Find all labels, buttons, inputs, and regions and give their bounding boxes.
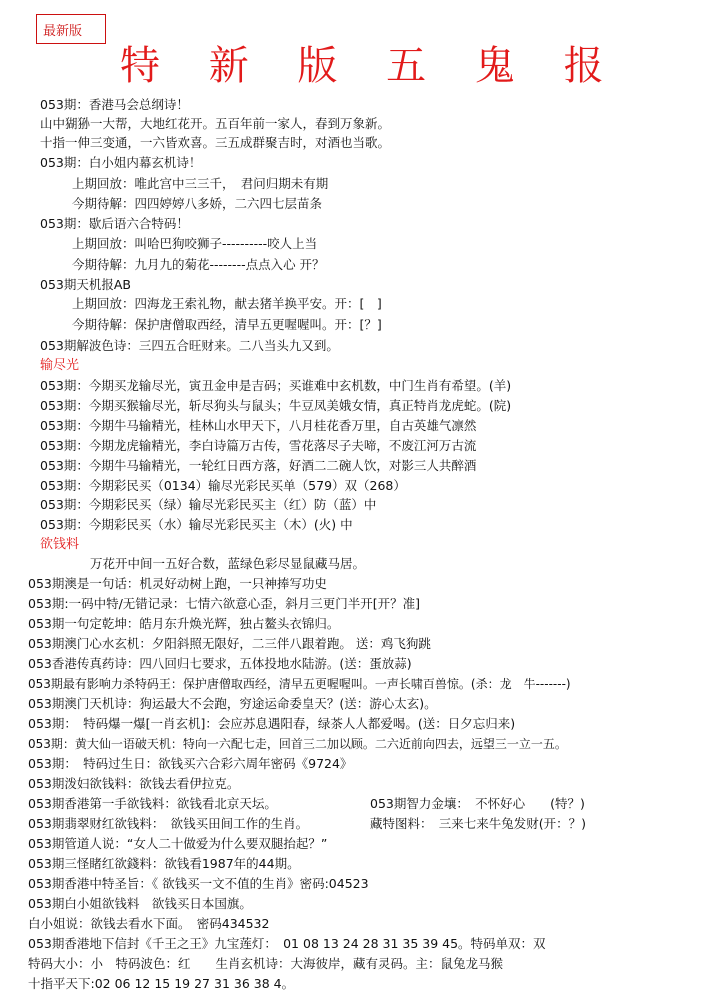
latest-edition-badge: 最新版 xyxy=(36,14,106,44)
text-line: 053期智力金壤： 不怀好心 (特？) xyxy=(370,796,585,811)
text-line: 山中猢狲一大帮，大地红花开。五百年前一家人，春到万象新。 xyxy=(40,116,391,131)
text-line: 053香港传真药诗：四八回归七要求，五体投地水陆游。(送：蛋放蒜) xyxy=(28,656,412,671)
page-title: 特 新 版 五 鬼 报 xyxy=(120,43,622,89)
text-line: 053期：香港马会总纲诗！ xyxy=(40,97,189,112)
section-heading: 输尽光 xyxy=(40,358,80,373)
text-line: 053期天机报AB xyxy=(40,277,131,292)
text-line: 今期待解：四四婷婷八多娇，二六四七层苗条 xyxy=(72,196,323,211)
text-line: 今期待解：九月九的菊花--------点点入心 开？ xyxy=(72,257,325,272)
text-line: 053期： 特码爆一爆[一肖玄机]：会应苏息遇阳春，绿茶人人都爱喝。(送：日夕忘归来) xyxy=(28,716,516,731)
text-line: 053期解波色诗：三四五合旺财来。二八当头九又到。 xyxy=(40,338,339,353)
text-line: 十指平天下:02 06 12 15 19 27 31 36 38 4。 xyxy=(28,976,295,991)
text-line: 053期： 特码过生日：欲钱买六合彩六周年密码《9724》 xyxy=(28,756,353,771)
text-line: 上期回放：叫哈巴狗咬狮子----------咬人上当 xyxy=(72,236,318,251)
text-line: 十指一伸三变通，一六皆欢喜。三五成群聚吉时，对酒也当歌。 xyxy=(40,135,391,150)
text-line: 053期：今期龙虎输精光，李白诗篇万古传，雪花落尽子夫啼，不废江河万古流 xyxy=(40,438,477,453)
text-line: 053期：白小姐内幕玄机诗！ xyxy=(40,155,202,170)
text-line: 053期香港第一手欲钱料：欲钱看北京天坛。 xyxy=(28,796,277,811)
text-line: 053期香港地下信封《千王之王》九宝莲灯： 01 08 13 24 28 31 35 39 45。特码单双：双 xyxy=(28,936,546,951)
text-line: 白小姐说：欲钱去看水下面。 密码434532 xyxy=(28,916,270,931)
text-line: 万花开中间一五好合数，蓝绿色彩尽显鼠藏马居。 xyxy=(90,556,366,571)
text-line: 053期：今期牛马输精光，桂林山水甲天下，八月桂花香万里，自古英雄气凛然 xyxy=(40,418,477,433)
text-line: 053期一句定乾坤：皓月东升焕光辉，独占鳌头衣锦归。 xyxy=(28,616,340,631)
text-line: 053期：今期彩民买（绿）输尽光彩民买主（红）防（蓝）中 xyxy=(40,497,377,512)
text-line: 053期管道人说：“女人二十做爱为什么要双腿抬起？” xyxy=(28,836,328,851)
text-line: 特码大小：小 特码波色：红 生肖玄机诗：大海彼岸，藏有灵码。主：鼠兔龙马猴 xyxy=(28,956,504,971)
text-line: 上期回放：唯此宫中三三千， 君问归期未有期 xyxy=(72,176,329,191)
text-line: 053期：今期彩民买（水）输尽光彩民买主（木）(火) 中 xyxy=(40,517,353,532)
text-line: 053期：今期买猴输尽光，斩尽狗头与鼠头；牛豆凤美娥女情，真正特肖龙虎蛇。(院) xyxy=(40,398,512,413)
text-line: 053期澳门天机诗：狗运最大不会跑，穷途运命委皇天？(送：游心太玄)。 xyxy=(28,696,437,711)
text-line: 053期泼妇欲钱料：欲钱去看伊拉克。 xyxy=(28,776,240,791)
text-line: 053期三怪睹红欲錢料：欲钱看1987年的44期。 xyxy=(28,856,300,871)
text-line: 053期：今期牛马输精光，一轮红日西方落，好酒二二碗人饮，对影三人共醉酒 xyxy=(40,458,477,473)
section-heading: 欲钱料 xyxy=(40,537,80,552)
text-line: 053期香港中特圣旨：《 欲钱买一文不值的生肖》密码:04523 xyxy=(28,876,369,891)
text-line: 藏特图料： 三来七来牛兔发财(开：？) xyxy=(370,816,587,831)
text-line: 053期澳是一句话：机灵好动树上跑，一只神捧写功史 xyxy=(28,576,327,591)
text-line: 上期回放：四海龙王索礼物，献去猪羊换平安。开：[ ] xyxy=(72,296,382,311)
text-line: 053期:一码中特/无错记录：七情六欲意心歪，斜月三更门半开[开？准] xyxy=(28,596,421,611)
text-line: 053期翡翠财红欲钱料： 欲钱买田间工作的生肖。 xyxy=(28,816,309,831)
text-line: 053期：黄大仙一语破天机：特向一六配七走，回首三二加以顾。二六近前向四去，远望三一立一五。 xyxy=(28,737,567,751)
text-line: 053期：今期买龙输尽光，寅丑金申是吉码；买谁难中玄机数，中门生肖有希望。(羊) xyxy=(40,378,512,393)
text-line: 053期澳门心水玄机：夕阳斜照无限好，二三伴八跟着跑。 送：鸡飞狗跳 xyxy=(28,636,431,651)
text-line: 053期白小姐欲钱料 欲钱买日本国旗。 xyxy=(28,896,252,911)
text-line: 053期最有影响力杀特码王：保护唐僧取西经，清早五更喔喔叫。一声长啸百兽惊。(杀：龙 牛-------) xyxy=(28,677,571,691)
text-line: 今期待解：保护唐僧取西经，清早五更喔喔叫。开：[？] xyxy=(72,317,382,332)
text-line: 053期：今期彩民买（0134）输尽光彩民买单（579）双（268） xyxy=(40,478,406,493)
text-line: 053期：歇后语六合特码！ xyxy=(40,216,189,231)
